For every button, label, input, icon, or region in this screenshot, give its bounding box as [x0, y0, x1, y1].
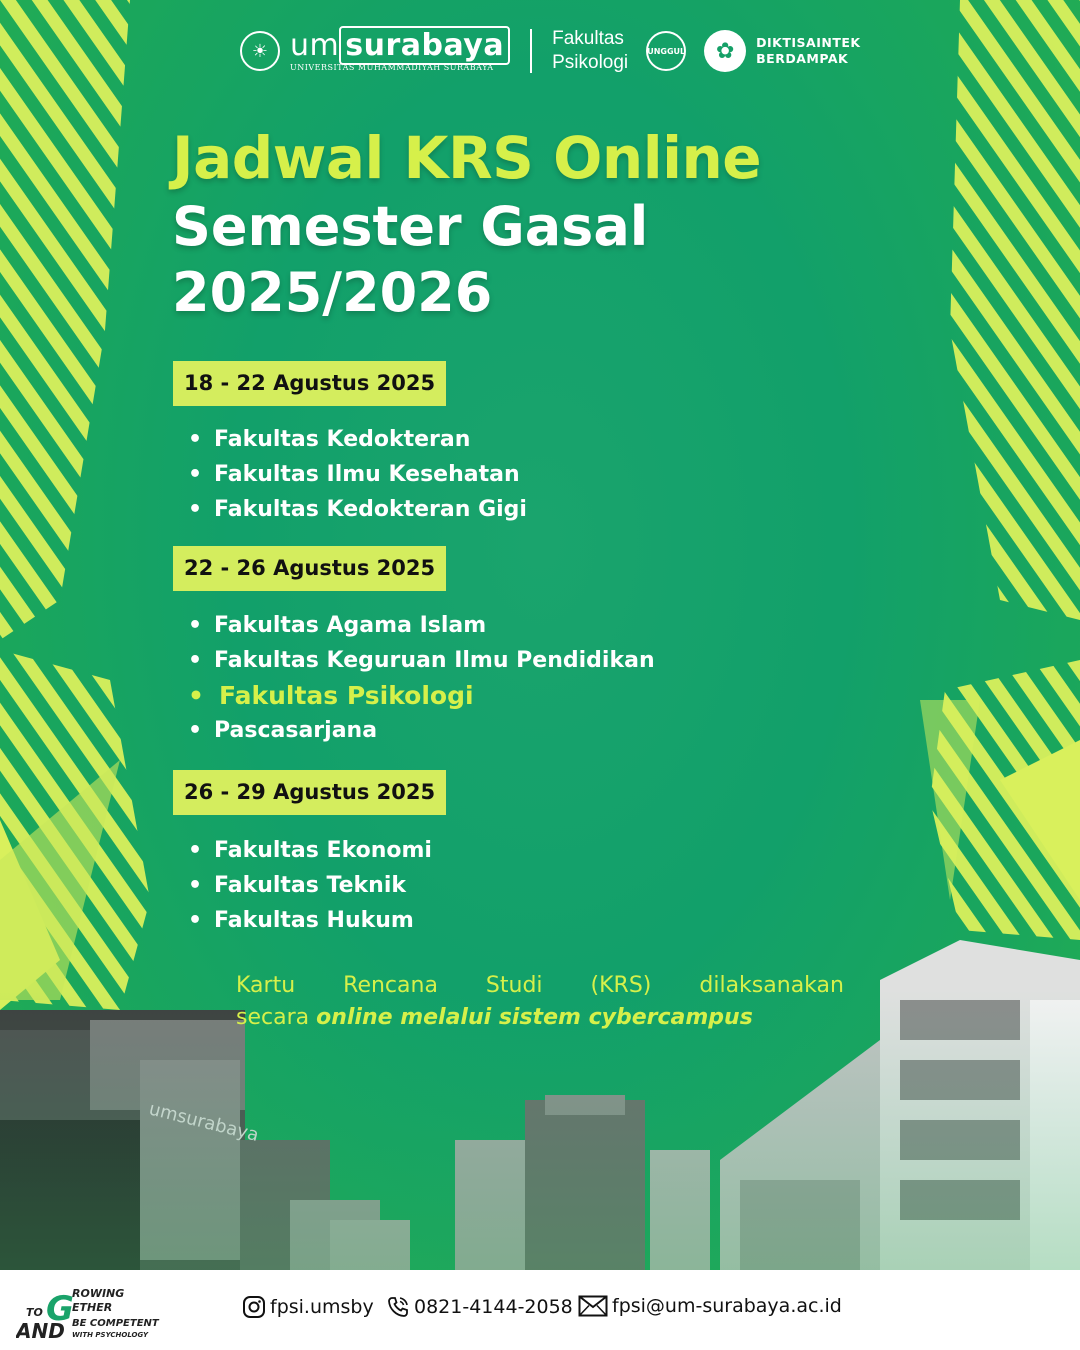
- tagline-logo: [16, 1278, 186, 1340]
- tagline-g: G: [46, 1289, 74, 1329]
- note-word: (KRS): [590, 973, 652, 998]
- faculty-name: [552, 27, 628, 75]
- faculty-line2: Psikologi: [552, 52, 629, 73]
- list-item: • Fakultas Hukum: [188, 903, 432, 938]
- schedule-date-1: 18 - 22 Agustus 2025: [173, 361, 446, 406]
- faculty-line1: Fakultas: [552, 28, 624, 49]
- tagline-be-competent: BE COMPETENT: [72, 1318, 159, 1329]
- phone-contact[interactable]: [386, 1295, 573, 1319]
- note-word: Kartu: [236, 973, 296, 998]
- um-surabaya-logo: [290, 27, 510, 72]
- brand-um: um: [290, 27, 340, 63]
- faculty-list-2: [188, 608, 655, 748]
- faculty-list-1: [188, 422, 527, 527]
- dikti-line2: BERDAMPAK: [756, 51, 849, 66]
- instagram-contact[interactable]: [242, 1295, 374, 1319]
- brand-surabaya: surabaya: [339, 26, 510, 65]
- title-line3: 2025/2026: [172, 261, 493, 324]
- footer: [0, 1270, 1080, 1350]
- list-item: • Fakultas Teknik: [188, 868, 432, 903]
- list-item: • Fakultas Ekonomi: [188, 833, 432, 868]
- phone-number: 0821-4144-2058: [414, 1296, 573, 1318]
- brand-subtitle: UNIVERSITAS MUHAMMADIYAH SURABAYA: [290, 62, 494, 72]
- tagline-with-psychology: WITH PSYCHOLOGY: [72, 1331, 149, 1339]
- list-item-highlighted: • Fakultas Psikologi: [188, 678, 655, 713]
- tagline-rowing: ROWING: [72, 1287, 125, 1300]
- krs-note: [236, 970, 844, 1034]
- list-item: • Fakultas Kedokteran: [188, 422, 527, 457]
- title-line1: Jadwal KRS Online: [172, 124, 762, 192]
- note-word: Rencana: [343, 973, 438, 998]
- title-line2: Semester Gasal: [172, 195, 649, 258]
- schedule-date-2: 22 - 26 Agustus 2025: [173, 546, 446, 591]
- note-word: dilaksanakan: [699, 973, 844, 998]
- list-item: • Fakultas Keguruan Ilmu Pendidikan: [188, 643, 655, 678]
- mail-icon: [578, 1295, 608, 1317]
- dikti-line1: DIKTISAINTEK: [756, 35, 861, 50]
- email-contact[interactable]: [578, 1295, 842, 1317]
- diktisaintek-logo-icon: ✿: [704, 30, 746, 72]
- tagline-to: TO: [26, 1306, 43, 1319]
- instagram-icon: [242, 1295, 266, 1319]
- tagline-ether: ETHER: [72, 1301, 113, 1314]
- list-item: • Fakultas Agama Islam: [188, 608, 655, 643]
- header: [240, 24, 861, 78]
- tagline-and: AND: [16, 1319, 65, 1340]
- note-emphasis: online melalui sistem cybercampus: [316, 1005, 753, 1030]
- unggul-badge-icon: UNGGUL: [646, 31, 686, 71]
- note-word: Studi: [485, 973, 543, 998]
- list-item: • Fakultas Kedokteran Gigi: [188, 492, 527, 527]
- note-prefix: secara: [236, 1005, 317, 1030]
- diktisaintek-text: [756, 35, 860, 67]
- list-item: • Pascasarjana: [188, 713, 655, 748]
- muhammadiyah-seal-icon: ☀: [240, 31, 280, 71]
- faculty-list-3: [188, 833, 432, 938]
- schedule-date-3: 26 - 29 Agustus 2025: [173, 770, 446, 815]
- header-divider: [530, 29, 532, 73]
- note-line2: [236, 1002, 844, 1034]
- list-item: • Fakultas Ilmu Kesehatan: [188, 457, 527, 492]
- phone-icon: [386, 1295, 410, 1319]
- note-line1: [236, 970, 844, 1002]
- instagram-handle: fpsi.umsby: [270, 1296, 374, 1318]
- email-address: fpsi@um-surabaya.ac.id: [612, 1295, 842, 1317]
